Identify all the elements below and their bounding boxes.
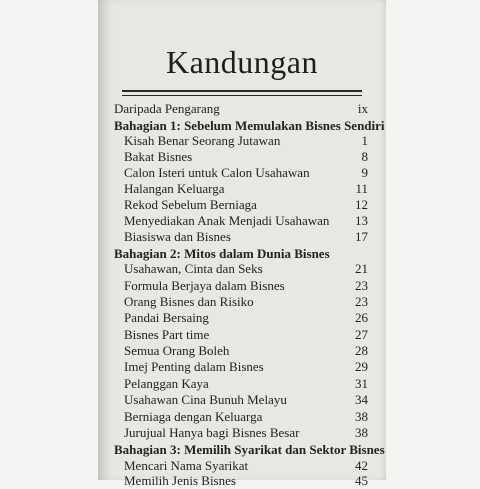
toc-entry-title: Bakat Bisnes xyxy=(124,148,193,164)
toc-entry-title: Bahagian 3: Memilih Syarikat dan Sektor Bisnes xyxy=(114,442,385,458)
toc-entry-title: Menyediakan Anak Menjadi Usahawan xyxy=(124,213,330,229)
toc-entry-title: Bahagian 1: Sebelum Memulakan Bisnes Sendiri xyxy=(114,117,385,133)
title-rule-thin xyxy=(122,95,362,96)
toc-entry xyxy=(114,327,368,343)
toc-entry xyxy=(114,149,368,165)
toc-entry-title: Halangan Keluarga xyxy=(124,181,225,197)
toc-entry-title: Bisnes Part time xyxy=(124,326,210,342)
toc-entry xyxy=(114,294,368,310)
toc-page-number: 45 xyxy=(355,473,368,488)
toc-page-number: 26 xyxy=(355,310,368,326)
toc-entry-title: Rekod Sebelum Berniaga xyxy=(124,196,257,212)
toc-entry xyxy=(114,213,368,229)
toc-section-heading xyxy=(114,442,385,458)
toc-entry xyxy=(114,278,368,294)
toc-page-number: 11 xyxy=(355,181,368,197)
toc-entry-title: Memilih Jenis Bisnes xyxy=(124,473,236,488)
toc-entry-title: Formula Berjaya dalam Bisnes xyxy=(124,277,285,293)
toc-entry xyxy=(114,343,368,359)
toc-page-number: 27 xyxy=(355,326,368,342)
toc-section-heading xyxy=(114,246,368,262)
toc-entry xyxy=(114,197,368,213)
toc-page-number: 9 xyxy=(361,165,368,181)
toc-page-number: ix xyxy=(357,101,368,117)
toc-entry xyxy=(114,229,368,245)
toc-entry-title: Jurujual Hanya bagi Bisnes Besar xyxy=(124,424,300,440)
toc-entry-title: Semua Orang Boleh xyxy=(124,343,230,359)
page-title: Kandungan xyxy=(165,44,318,80)
toc-page-number: 1 xyxy=(361,133,368,149)
toc-entry-title: Biasiswa dan Bisnes xyxy=(124,228,231,244)
toc-entry xyxy=(114,425,368,441)
toc-page-number: 31 xyxy=(355,375,368,391)
toc-page-number: 17 xyxy=(355,228,368,244)
toc-page-number: 38 xyxy=(355,424,368,440)
toc-entry-title: Usahawan, Cinta dan Seks xyxy=(124,261,263,277)
toc-page-number: 21 xyxy=(355,261,368,277)
toc-entry xyxy=(114,261,368,277)
toc-entry xyxy=(114,181,368,197)
toc-page-number: 38 xyxy=(355,409,368,425)
toc-page-number: 34 xyxy=(355,392,368,408)
toc-entry-title: Calon Isteri untuk Calon Usahawan xyxy=(124,165,310,181)
toc-entry xyxy=(114,101,368,117)
toc-page-number: 23 xyxy=(355,294,368,310)
toc-entry xyxy=(114,392,368,408)
toc-entry-title: Imej Penting dalam Bisnes xyxy=(124,359,264,375)
toc-entry xyxy=(114,458,368,474)
toc-entry xyxy=(114,409,368,425)
toc-entry xyxy=(114,165,368,181)
toc-page-number: 8 xyxy=(361,148,368,164)
toc-section-heading xyxy=(114,117,385,134)
toc-page-number: 23 xyxy=(355,277,368,293)
title-rule-thick xyxy=(122,90,362,92)
book-page xyxy=(98,0,386,488)
toc-page-number: 12 xyxy=(355,196,368,212)
toc-entry xyxy=(114,359,368,375)
toc-entry xyxy=(114,473,368,489)
toc-page-number: 28 xyxy=(355,343,368,359)
toc-entry xyxy=(114,376,368,392)
toc-entry-title: Pandai Bersaing xyxy=(124,310,209,326)
toc-entry-title: Pelanggan Kaya xyxy=(124,375,209,391)
toc-entry-title: Kisah Benar Seorang Jutawan xyxy=(124,133,281,149)
toc-entry xyxy=(114,310,368,326)
toc-entry-title: Mencari Nama Syarikat xyxy=(124,457,249,473)
toc-entry-title: Usahawan Cina Bunuh Melayu xyxy=(124,392,287,408)
toc-entry-title: Berniaga dengan Keluarga xyxy=(124,409,263,425)
toc-entry-title: Orang Bisnes dan Risiko xyxy=(124,294,254,310)
toc-page-number: 29 xyxy=(355,359,368,375)
toc-page-number: 13 xyxy=(355,213,368,229)
toc-entry-title: Bahagian 2: Mitos dalam Dunia Bisnes xyxy=(114,245,330,261)
toc-entry xyxy=(114,133,368,149)
toc-page-number: 42 xyxy=(355,457,368,473)
toc-entry-title: Daripada Pengarang xyxy=(114,101,220,117)
